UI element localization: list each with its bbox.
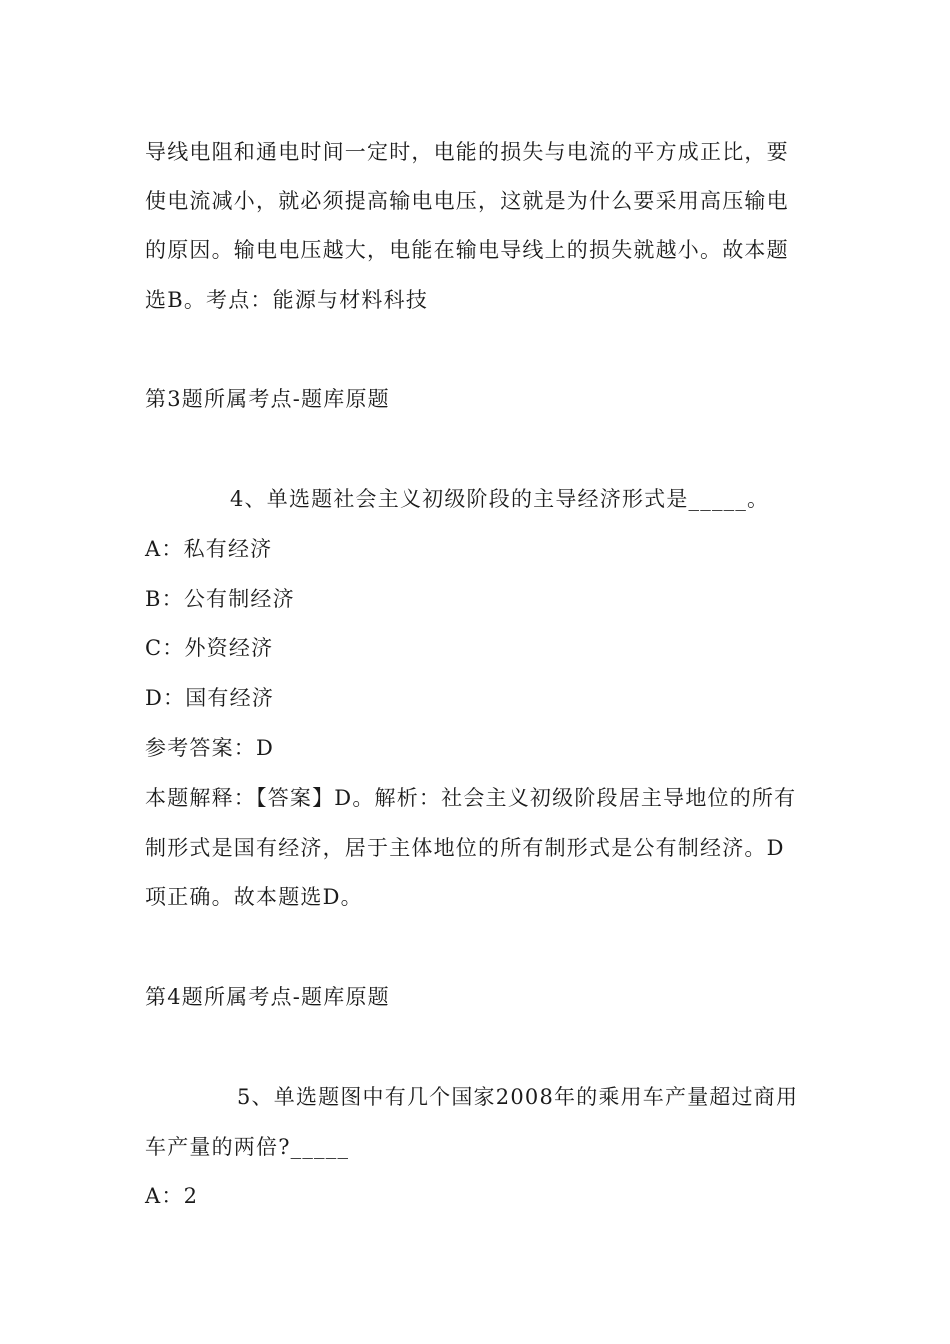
question-stem-continued: 车产量的两倍?_____ [145,1135,350,1159]
paragraph-line: 导线电阻和通电时间一定时，电能的损失与电流的平方成正比，要 [145,140,789,164]
explanation-line: 本题解释：【答案】D。解析：社会主义初级阶段居主导地位的所有 [145,786,797,810]
answer: 参考答案：D [145,736,275,760]
paragraph-line: 选B。考点：能源与材料科技 [145,288,429,312]
question-stem: 4、单选题社会主义初级阶段的主导经济形式是_____。 [230,487,770,511]
section-label: 第4题所属考点-题库原题 [145,985,390,1009]
section-label: 第3题所属考点-题库原题 [145,387,390,411]
option-c: C：外资经济 [145,636,274,660]
paragraph-line: 的原因。输电电压越大，电能在输电导线上的损失就越小。故本题 [145,238,789,262]
explanation-line: 项正确。故本题选D。 [145,885,363,909]
paragraph-line: 使电流减小，就必须提高输电电压，这就是为什么要采用高压输电 [145,189,789,213]
option-a: A：私有经济 [145,537,273,561]
option-b: B：公有制经济 [145,587,295,611]
option-a: A：2 [145,1184,199,1208]
explanation-line: 制形式是国有经济，居于主体地位的所有制形式是公有制经济。D [145,836,785,860]
option-d: D：国有经济 [145,686,275,710]
question-stem: 5、单选题图中有几个国家2008年的乘用车产量超过商用 [237,1085,799,1109]
